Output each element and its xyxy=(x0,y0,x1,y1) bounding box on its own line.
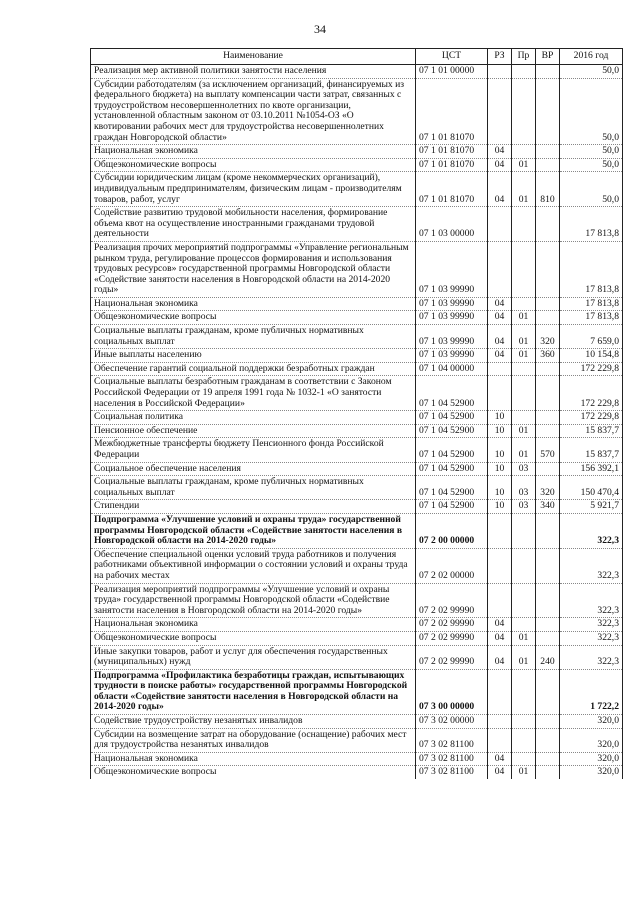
cell-rz: 04 xyxy=(488,645,512,669)
cell-code: 07 1 01 00000 xyxy=(416,65,488,79)
cell-vr xyxy=(536,669,560,714)
cell-vr xyxy=(536,376,560,411)
cell-amount: 320,0 xyxy=(560,728,623,752)
cell-code: 07 1 03 99990 xyxy=(416,241,488,297)
cell-pr xyxy=(512,376,536,411)
cell-code: 07 3 02 00000 xyxy=(416,715,488,729)
cell-rz: 04 xyxy=(488,145,512,159)
cell-rz xyxy=(488,376,512,411)
cell-vr xyxy=(536,766,560,779)
cell-rz: 04 xyxy=(488,631,512,645)
cell-name: Реализация мероприятий подпрограммы «Улучшение условий и охраны труда» государственной программы Новгородской области «Содействие занятости населения в Новгородской области на 2014-2020 годы» xyxy=(91,583,416,618)
cell-rz: 04 xyxy=(488,766,512,779)
cell-amount: 17 813,8 xyxy=(560,297,623,311)
cell-vr: 320 xyxy=(536,325,560,349)
cell-name: Иные закупки товаров, работ и услуг для обеспечения государственных (муниципальных) нужд xyxy=(91,645,416,669)
cell-rz xyxy=(488,513,512,548)
cell-rz xyxy=(488,669,512,714)
cell-code: 07 1 01 81070 xyxy=(416,172,488,207)
cell-amount: 172 229,8 xyxy=(560,376,623,411)
cell-code: 07 2 02 99990 xyxy=(416,618,488,632)
cell-rz xyxy=(488,583,512,618)
cell-name: Социальные выплаты гражданам, кроме публичных нормативных социальных выплат xyxy=(91,325,416,349)
cell-name: Содействие трудоустройству незанятых инвалидов xyxy=(91,715,416,729)
cell-pr: 01 xyxy=(512,325,536,349)
cell-code: 07 1 03 99990 xyxy=(416,349,488,363)
cell-vr xyxy=(536,241,560,297)
cell-pr: 01 xyxy=(512,438,536,462)
cell-pr: 03 xyxy=(512,476,536,500)
table-row xyxy=(91,438,623,462)
cell-amount: 17 813,8 xyxy=(560,241,623,297)
cell-rz: 10 xyxy=(488,476,512,500)
cell-name: Национальная экономика xyxy=(91,618,416,632)
table-row xyxy=(91,158,623,172)
table-row xyxy=(91,376,623,411)
cell-vr xyxy=(536,752,560,766)
cell-code: 07 3 02 81100 xyxy=(416,766,488,779)
cell-code: 07 1 03 99990 xyxy=(416,311,488,325)
cell-code: 07 1 04 52900 xyxy=(416,476,488,500)
cell-amount: 15 837,7 xyxy=(560,424,623,438)
cell-code: 07 1 04 52900 xyxy=(416,424,488,438)
table-row xyxy=(91,766,623,779)
header-rz: РЗ xyxy=(488,49,512,65)
cell-pr: 01 xyxy=(512,158,536,172)
cell-code: 07 2 02 99990 xyxy=(416,645,488,669)
table-row xyxy=(91,513,623,548)
cell-amount: 17 813,8 xyxy=(560,311,623,325)
cell-rz: 04 xyxy=(488,752,512,766)
table-row xyxy=(91,645,623,669)
cell-amount: 320,0 xyxy=(560,715,623,729)
cell-name: Субсидии на возмещение затрат на оборудование (оснащение) рабочих мест для трудоустройства незанятых инвалидов xyxy=(91,728,416,752)
cell-rz: 10 xyxy=(488,438,512,462)
cell-pr xyxy=(512,145,536,159)
cell-rz xyxy=(488,715,512,729)
table-row xyxy=(91,715,623,729)
cell-rz xyxy=(488,728,512,752)
cell-amount: 320,0 xyxy=(560,752,623,766)
cell-amount: 150 470,4 xyxy=(560,476,623,500)
cell-amount: 320,0 xyxy=(560,766,623,779)
cell-pr: 01 xyxy=(512,311,536,325)
cell-pr xyxy=(512,752,536,766)
cell-pr xyxy=(512,65,536,79)
cell-code: 07 2 02 99990 xyxy=(416,631,488,645)
header-name: Наименование xyxy=(91,49,416,65)
cell-amount: 1 722,2 xyxy=(560,669,623,714)
cell-name: Пенсионное обеспечение xyxy=(91,424,416,438)
cell-amount: 322,3 xyxy=(560,631,623,645)
cell-amount: 172 229,8 xyxy=(560,362,623,376)
cell-name: Социальное обеспечение населения xyxy=(91,462,416,476)
table-row xyxy=(91,207,623,242)
cell-name: Социальные выплаты гражданам, кроме публичных нормативных социальных выплат xyxy=(91,476,416,500)
cell-pr xyxy=(512,669,536,714)
cell-name: Обеспечение специальной оценки условий труда работников и получения работниками объективной информации о состоянии условий и охраны труда на рабочих местах xyxy=(91,548,416,583)
cell-code: 07 1 01 81070 xyxy=(416,78,488,145)
cell-code: 07 1 01 81070 xyxy=(416,158,488,172)
cell-vr xyxy=(536,78,560,145)
cell-code: 07 1 03 99990 xyxy=(416,297,488,311)
cell-pr: 01 xyxy=(512,349,536,363)
cell-pr: 01 xyxy=(512,645,536,669)
cell-name: Общеэкономические вопросы xyxy=(91,631,416,645)
cell-rz: 04 xyxy=(488,297,512,311)
cell-pr: 01 xyxy=(512,424,536,438)
cell-amount: 322,3 xyxy=(560,583,623,618)
cell-code: 07 1 04 52900 xyxy=(416,462,488,476)
page-number: 34 xyxy=(314,22,326,36)
cell-name: Обеспечение гарантий социальной поддержки безработных граждан xyxy=(91,362,416,376)
table-row xyxy=(91,424,623,438)
cell-vr xyxy=(536,158,560,172)
table-row xyxy=(91,65,623,79)
cell-rz: 10 xyxy=(488,500,512,514)
table-row xyxy=(91,311,623,325)
cell-pr xyxy=(512,583,536,618)
cell-vr xyxy=(536,513,560,548)
cell-name: Национальная экономика xyxy=(91,297,416,311)
cell-code: 07 1 04 52900 xyxy=(416,438,488,462)
header-amount: 2016 год xyxy=(560,49,623,65)
cell-rz: 04 xyxy=(488,325,512,349)
cell-name: Национальная экономика xyxy=(91,145,416,159)
cell-name: Субсидии юридическим лицам (кроме некоммерческих организаций), индивидуальным предпринимателям, физическим лицам - производителям товаров, работ, услуг xyxy=(91,172,416,207)
cell-rz: 04 xyxy=(488,311,512,325)
cell-vr xyxy=(536,411,560,425)
cell-rz xyxy=(488,241,512,297)
cell-pr: 03 xyxy=(512,500,536,514)
cell-vr xyxy=(536,462,560,476)
cell-code: 07 3 00 00000 xyxy=(416,669,488,714)
cell-amount: 156 392,1 xyxy=(560,462,623,476)
table-row xyxy=(91,362,623,376)
cell-vr: 810 xyxy=(536,172,560,207)
table-row xyxy=(91,297,623,311)
cell-amount: 5 921,7 xyxy=(560,500,623,514)
cell-amount: 322,3 xyxy=(560,548,623,583)
table-row xyxy=(91,241,623,297)
cell-amount: 322,3 xyxy=(560,618,623,632)
cell-name: Социальные выплаты безработным гражданам в соответствии с Законом Российской Федерации от 19 апреля 1991 года № 1032-1 «О занятости населения в Российской Федерации» xyxy=(91,376,416,411)
cell-vr xyxy=(536,65,560,79)
table-row xyxy=(91,631,623,645)
cell-amount: 50,0 xyxy=(560,158,623,172)
table-row xyxy=(91,476,623,500)
cell-code: 07 1 01 81070 xyxy=(416,145,488,159)
cell-vr xyxy=(536,728,560,752)
cell-pr xyxy=(512,297,536,311)
header-pr: Пр xyxy=(512,49,536,65)
cell-code: 07 2 02 99990 xyxy=(416,583,488,618)
cell-name: Реализация прочих мероприятий подпрограммы «Управление региональным рынком труда, регулирование процессов формирования и использования трудовых ресурсов» государственной программы Новгородской области «Содействие занятости населения в Новгородской области на 2014-2020 годы» xyxy=(91,241,416,297)
cell-vr xyxy=(536,297,560,311)
cell-amount: 10 154,8 xyxy=(560,349,623,363)
table-row xyxy=(91,145,623,159)
cell-pr xyxy=(512,411,536,425)
table-row xyxy=(91,752,623,766)
cell-rz: 04 xyxy=(488,158,512,172)
table-row xyxy=(91,172,623,207)
table-row xyxy=(91,349,623,363)
cell-pr xyxy=(512,618,536,632)
cell-pr: 01 xyxy=(512,766,536,779)
cell-amount: 172 229,8 xyxy=(560,411,623,425)
cell-pr: 03 xyxy=(512,462,536,476)
cell-amount: 322,3 xyxy=(560,645,623,669)
cell-rz: 10 xyxy=(488,462,512,476)
cell-amount: 322,3 xyxy=(560,513,623,548)
cell-pr xyxy=(512,513,536,548)
cell-name: Общеэкономические вопросы xyxy=(91,766,416,779)
cell-vr: 340 xyxy=(536,500,560,514)
cell-vr: 570 xyxy=(536,438,560,462)
cell-amount: 7 659,0 xyxy=(560,325,623,349)
cell-code: 07 2 00 00000 xyxy=(416,513,488,548)
table-row xyxy=(91,78,623,145)
table-row xyxy=(91,325,623,349)
cell-amount: 15 837,7 xyxy=(560,438,623,462)
cell-code: 07 1 04 52900 xyxy=(416,500,488,514)
cell-amount: 50,0 xyxy=(560,145,623,159)
cell-code: 07 1 03 00000 xyxy=(416,207,488,242)
cell-rz xyxy=(488,78,512,145)
cell-pr xyxy=(512,715,536,729)
cell-vr: 360 xyxy=(536,349,560,363)
cell-vr xyxy=(536,145,560,159)
cell-name: Подпрограмма «Улучшение условий и охраны труда» государственной программы Новгородской области «Содействие занятости населения в Новгородской области на 2014-2020 годы» xyxy=(91,513,416,548)
cell-rz xyxy=(488,207,512,242)
table-row xyxy=(91,728,623,752)
cell-name: Социальная политика xyxy=(91,411,416,425)
cell-code: 07 3 02 81100 xyxy=(416,728,488,752)
table-header-row xyxy=(91,49,623,65)
header-code: ЦСТ xyxy=(416,49,488,65)
table-row xyxy=(91,548,623,583)
table-row xyxy=(91,669,623,714)
cell-vr xyxy=(536,424,560,438)
cell-pr xyxy=(512,548,536,583)
cell-code: 07 1 04 52900 xyxy=(416,376,488,411)
cell-vr xyxy=(536,583,560,618)
cell-pr xyxy=(512,362,536,376)
cell-pr xyxy=(512,241,536,297)
cell-name: Общеэкономические вопросы xyxy=(91,158,416,172)
cell-rz: 04 xyxy=(488,172,512,207)
cell-code: 07 1 04 00000 xyxy=(416,362,488,376)
cell-rz: 04 xyxy=(488,618,512,632)
cell-rz xyxy=(488,548,512,583)
cell-name: Стипендии xyxy=(91,500,416,514)
cell-code: 07 3 02 81100 xyxy=(416,752,488,766)
cell-name: Общеэкономические вопросы xyxy=(91,311,416,325)
cell-vr xyxy=(536,207,560,242)
cell-name: Субсидии работодателям (за исключением организаций, финансируемых из федерального бюджета) на выплату компенсации части затрат, связанных с трудоустройством несовершеннолетних по квоте организации, установленной областным законом от 03.10.2011 №1054-ОЗ «О квотировании рабочих мест для трудоустройства несовершеннолетних граждан Новгородской области» xyxy=(91,78,416,145)
cell-name: Национальная экономика xyxy=(91,752,416,766)
budget-table xyxy=(90,48,623,779)
cell-rz xyxy=(488,65,512,79)
cell-rz xyxy=(488,362,512,376)
cell-code: 07 1 03 99990 xyxy=(416,325,488,349)
cell-vr xyxy=(536,362,560,376)
cell-name: Иные выплаты населению xyxy=(91,349,416,363)
cell-vr xyxy=(536,631,560,645)
table-row xyxy=(91,462,623,476)
cell-pr: 01 xyxy=(512,631,536,645)
cell-vr: 320 xyxy=(536,476,560,500)
table-body xyxy=(91,65,623,780)
cell-amount: 50,0 xyxy=(560,172,623,207)
cell-pr xyxy=(512,78,536,145)
cell-name: Содействие развитию трудовой мобильности населения, формирование объема квот на осуществление иностранными гражданами трудовой деятельности xyxy=(91,207,416,242)
cell-pr: 01 xyxy=(512,172,536,207)
cell-amount: 50,0 xyxy=(560,65,623,79)
cell-rz: 10 xyxy=(488,424,512,438)
table-row xyxy=(91,411,623,425)
cell-rz: 10 xyxy=(488,411,512,425)
cell-vr xyxy=(536,311,560,325)
cell-amount: 50,0 xyxy=(560,78,623,145)
cell-code: 07 2 02 00000 xyxy=(416,548,488,583)
cell-amount: 17 813,8 xyxy=(560,207,623,242)
table-row xyxy=(91,500,623,514)
cell-vr xyxy=(536,715,560,729)
cell-name: Подпрограмма «Профилактика безработицы граждан, испытывающих трудности в поиске работы» государственной программы Новгородской области «Содействие занятости населения в Новгородской области на 2014-2020 годы» xyxy=(91,669,416,714)
cell-vr xyxy=(536,548,560,583)
header-vr: ВР xyxy=(536,49,560,65)
table-row xyxy=(91,583,623,618)
table-row xyxy=(91,618,623,632)
cell-vr: 240 xyxy=(536,645,560,669)
cell-pr xyxy=(512,207,536,242)
cell-pr xyxy=(512,728,536,752)
cell-code: 07 1 04 52900 xyxy=(416,411,488,425)
cell-name: Межбюджетные трансферты бюджету Пенсионного фонда Российской Федерации xyxy=(91,438,416,462)
cell-rz: 04 xyxy=(488,349,512,363)
cell-vr xyxy=(536,618,560,632)
cell-name: Реализация мер активной политики занятости населения xyxy=(91,65,416,79)
